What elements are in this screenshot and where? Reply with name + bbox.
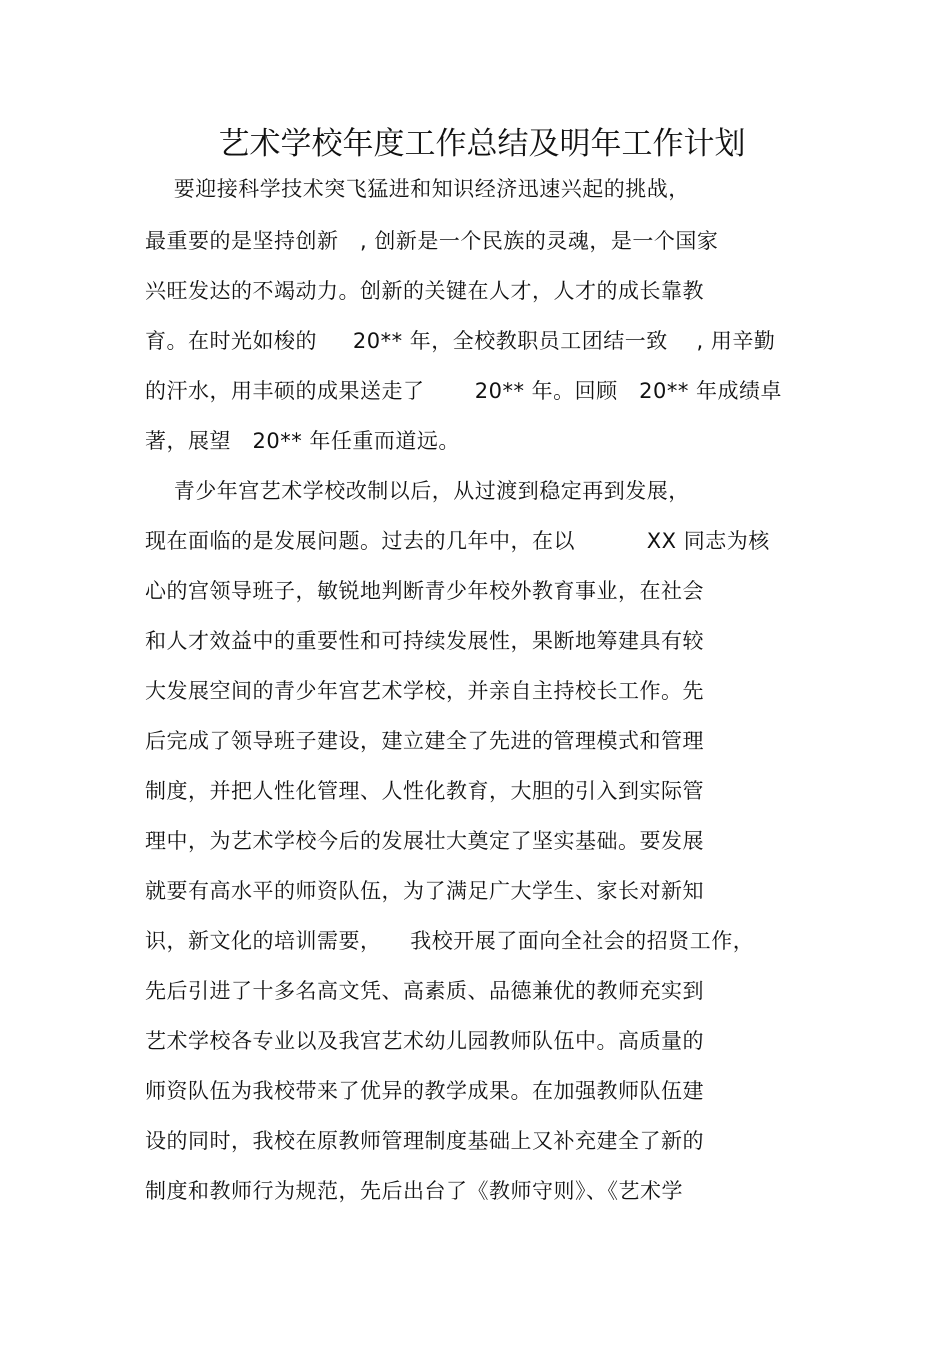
text-line: 要迎接科学技术突飞猛进和知识经济迅速兴起的挑战，: [145, 177, 690, 201]
text-line: 现在面临的是发展问题。过去的几年中，在以 XX 同志为核: [145, 529, 770, 553]
text-line: 后完成了领导班子建设，建立建全了先进的管理模式和管理: [145, 729, 704, 753]
text-line: 就要有高水平的师资队伍，为了满足广大学生、家长对新知: [145, 879, 704, 903]
text-line: 理中，为艺术学校今后的发展壮大奠定了坚实基础。要发展: [145, 829, 704, 853]
text-line: 青少年宫艺术学校改制以后，从过渡到稳定再到发展，: [145, 479, 690, 503]
document-title: 艺术学校年度工作总结及明年工作计划: [218, 126, 746, 162]
text-line: 设的同时，我校在原教师管理制度基础上又补充建全了新的: [145, 1129, 704, 1153]
text-line: 制度和教师行为规范，先后出台了《教师守则》、《艺术学: [145, 1179, 683, 1203]
text-line: 育。在时光如梭的 20** 年，全校教职员工团结一致 , 用辛勤: [145, 329, 776, 353]
text-line: 的汗水，用丰硕的成果送走了 20** 年。回顾 20** 年成绩卓: [145, 379, 783, 403]
text-line: 识，新文化的培训需要， 我校开展了面向全社会的招贤工作，: [145, 929, 755, 953]
text-line: 艺术学校各专业以及我宫艺术幼儿园教师队伍中。高质量的: [145, 1029, 704, 1053]
text-line: 最重要的是坚持创新 , 创新是一个民族的灵魂，是一个国家: [145, 229, 719, 253]
text-line: 制度，并把人性化管理、人性化教育，大胆的引入到实际管: [145, 779, 704, 803]
text-line: 心的宫领导班子，敏锐地判断青少年校外教育事业，在社会: [145, 579, 704, 603]
text-line: 师资队伍为我校带来了优异的教学成果。在加强教师队伍建: [145, 1079, 704, 1103]
text-line: 兴旺发达的不竭动力。创新的关键在人才，人才的成长靠教: [145, 279, 704, 303]
text-line: 和人才效益中的重要性和可持续发展性，果断地筹建具有较: [145, 629, 704, 653]
text-line: 著，展望 20** 年任重而道远。: [145, 429, 460, 453]
text-line: 先后引进了十多名高文凭、高素质、品德兼优的教师充实到: [145, 979, 704, 1003]
text-line: 大发展空间的青少年宫艺术学校，并亲自主持校长工作。先: [145, 679, 704, 703]
